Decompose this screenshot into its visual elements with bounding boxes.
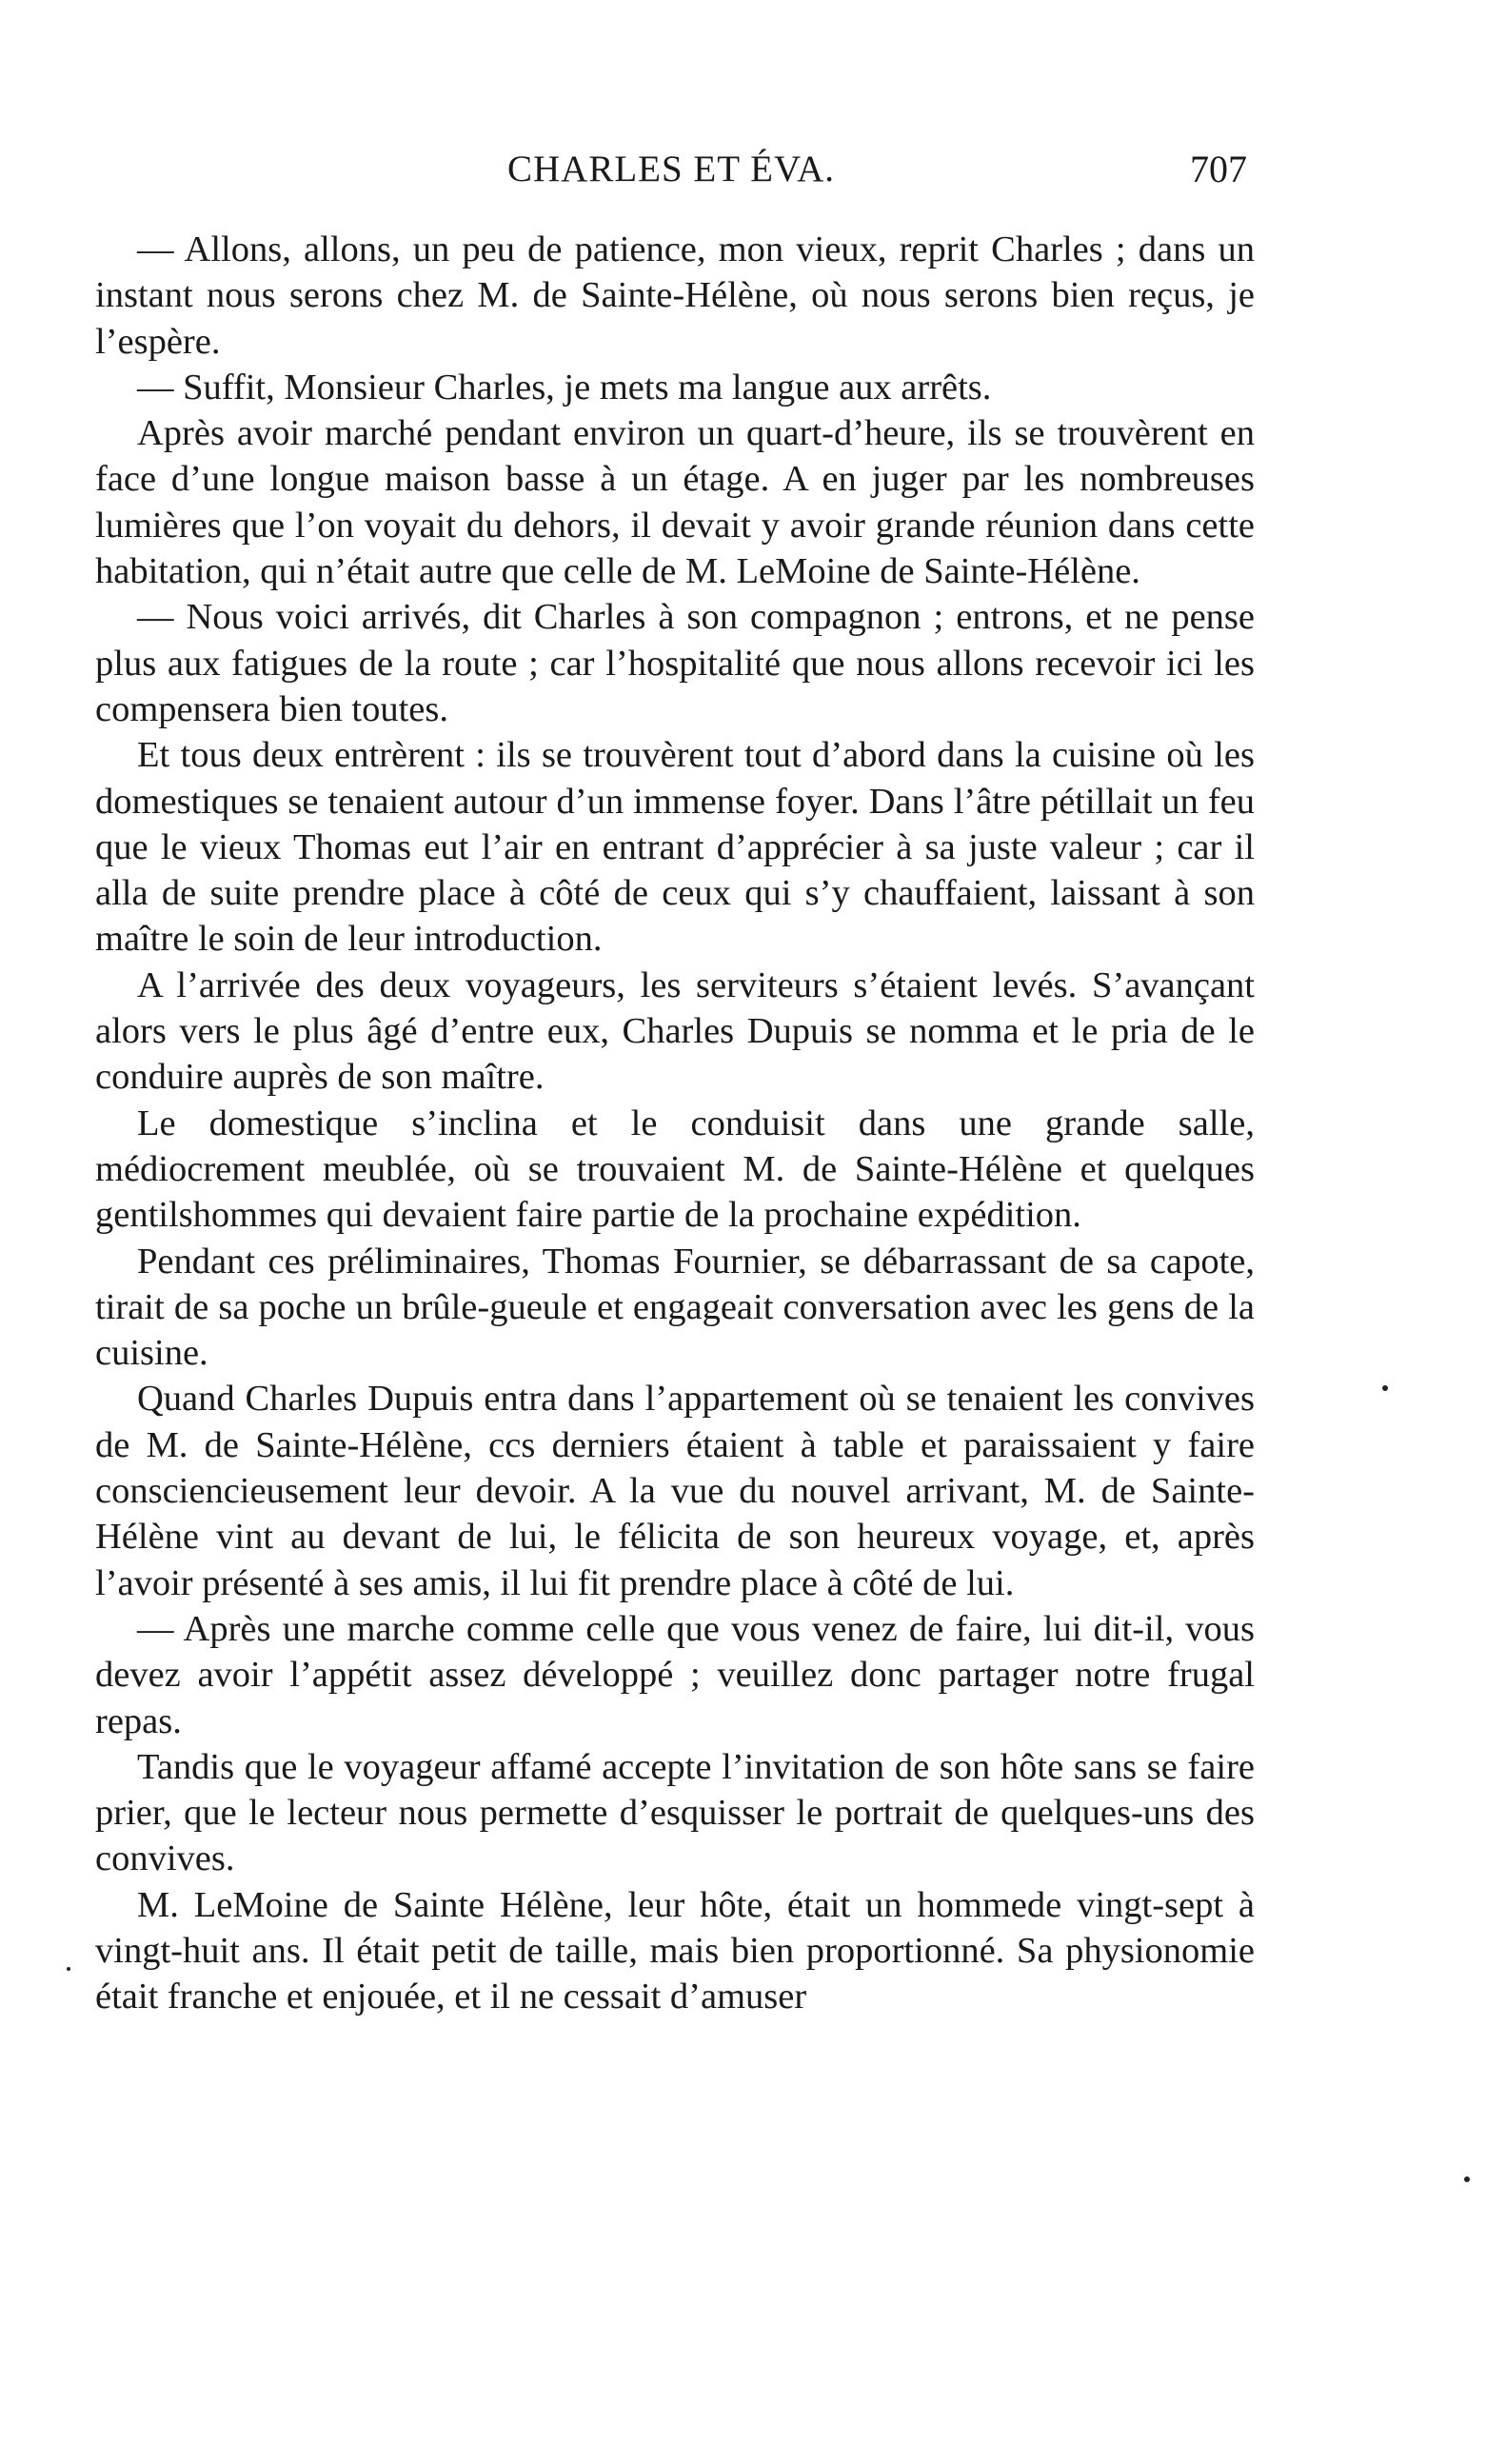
running-title: CHARLES ET ÉVA. [506, 149, 835, 189]
paragraph: Tandis que le voyageur affamé accepte l’invitation de son hôte sans se faire prier, que le lecteur nous permette d’esquisser le portrait de quelques-uns des convives. [95, 1746, 1255, 1879]
paragraph: — Suffit, Monsieur Charles, je mets ma langue aux arrêts. [137, 367, 992, 407]
ink-speck [1382, 1385, 1388, 1391]
running-head [95, 143, 1247, 196]
paragraph: Après avoir marché pendant environ un quart-d’heure, ils se trouvèrent en face d’une longue maison basse à un étage. A en juger par les nombreuses lumières que l’on voyait du dehors, il devait y avoir grande réunion dans cette habitation, qui n’était autre que celle de M. LeMoine de Sainte-Hélène. [95, 413, 1255, 592]
paragraph: Et tous deux entrèrent : ils se trouvèrent tout d’abord dans la cuisine où les domestiques se tenaient autour d’un immense foyer. Dans l’âtre pétillait un feu que le vieux Thomas eut l’air en entrant d’apprécier à sa juste valeur ; car il alla de suite prendre place à côté de ceux qui s’y chauffaient, laissant à son maître le soin de leur introduction. [95, 735, 1255, 960]
body-text [95, 227, 1255, 2020]
paragraph: Pendant ces préliminaires, Thomas Fournier, se débarrassant de sa capote, tirait de sa poche un brûle-gueule et engageait conversation avec les gens de la cuisine. [95, 1241, 1255, 1374]
paragraph: Le domestique s’inclina et le conduisit dans une grande salle, médiocrement meublée, où se trouvaient M. de Sainte-Hélène et quelques gentilshommes qui devaient faire partie de la prochaine expédition. [95, 1103, 1255, 1236]
paragraph: Quand Charles Dupuis entra dans l’appartement où se tenaient les convives de M. de Sainte-Hélène, ccs derniers étaient à table et paraissaient y faire consciencieusement leur devoir. A la vue du nouvel arrivant, M. de Sainte-Hélène vint au devant de lui, le félicita de son heureux voyage, et, après l’avoir présenté à ses amis, il lui fit prendre place à côté de lui. [95, 1379, 1255, 1603]
paragraph: M. LeMoine de Sainte Hélène, leur hôte, était un hommede vingt-sept à vingt-huit ans. Il était petit de taille, mais bien proportionné. Sa physionomie était franche et enjouée, et il ne cessait d’amuser [95, 1884, 1255, 2017]
page-number: 707 [1190, 148, 1247, 190]
paragraph: A l’arrivée des deux voyageurs, les serviteurs s’étaient levés. S’avançant alors vers le plus âgé d’entre eux, Charles Dupuis se nomma et le pria de le conduire auprès de son maître. [95, 964, 1255, 1098]
ink-speck [1464, 2176, 1470, 2182]
paragraph: — Après une marche comme celle que vous venez de faire, lui dit-il, vous devez avoir l’appétit assez développé ; veuillez donc partager notre frugal repas. [95, 1608, 1255, 1741]
paragraph: — Nous voici arrivés, dit Charles à son compagnon ; entrons, et ne pense plus aux fatigues de la route ; car l’hospitalité que nous allons recevoir ici les compensera bien toutes. [95, 597, 1255, 729]
paragraph: — Allons, allons, un peu de patience, mon vieux, reprit Charles ; dans un instant nous serons chez M. de Sainte-Hélène, où nous serons bien reçus, je l’espère. [95, 229, 1255, 362]
ink-speck [67, 1967, 70, 1971]
